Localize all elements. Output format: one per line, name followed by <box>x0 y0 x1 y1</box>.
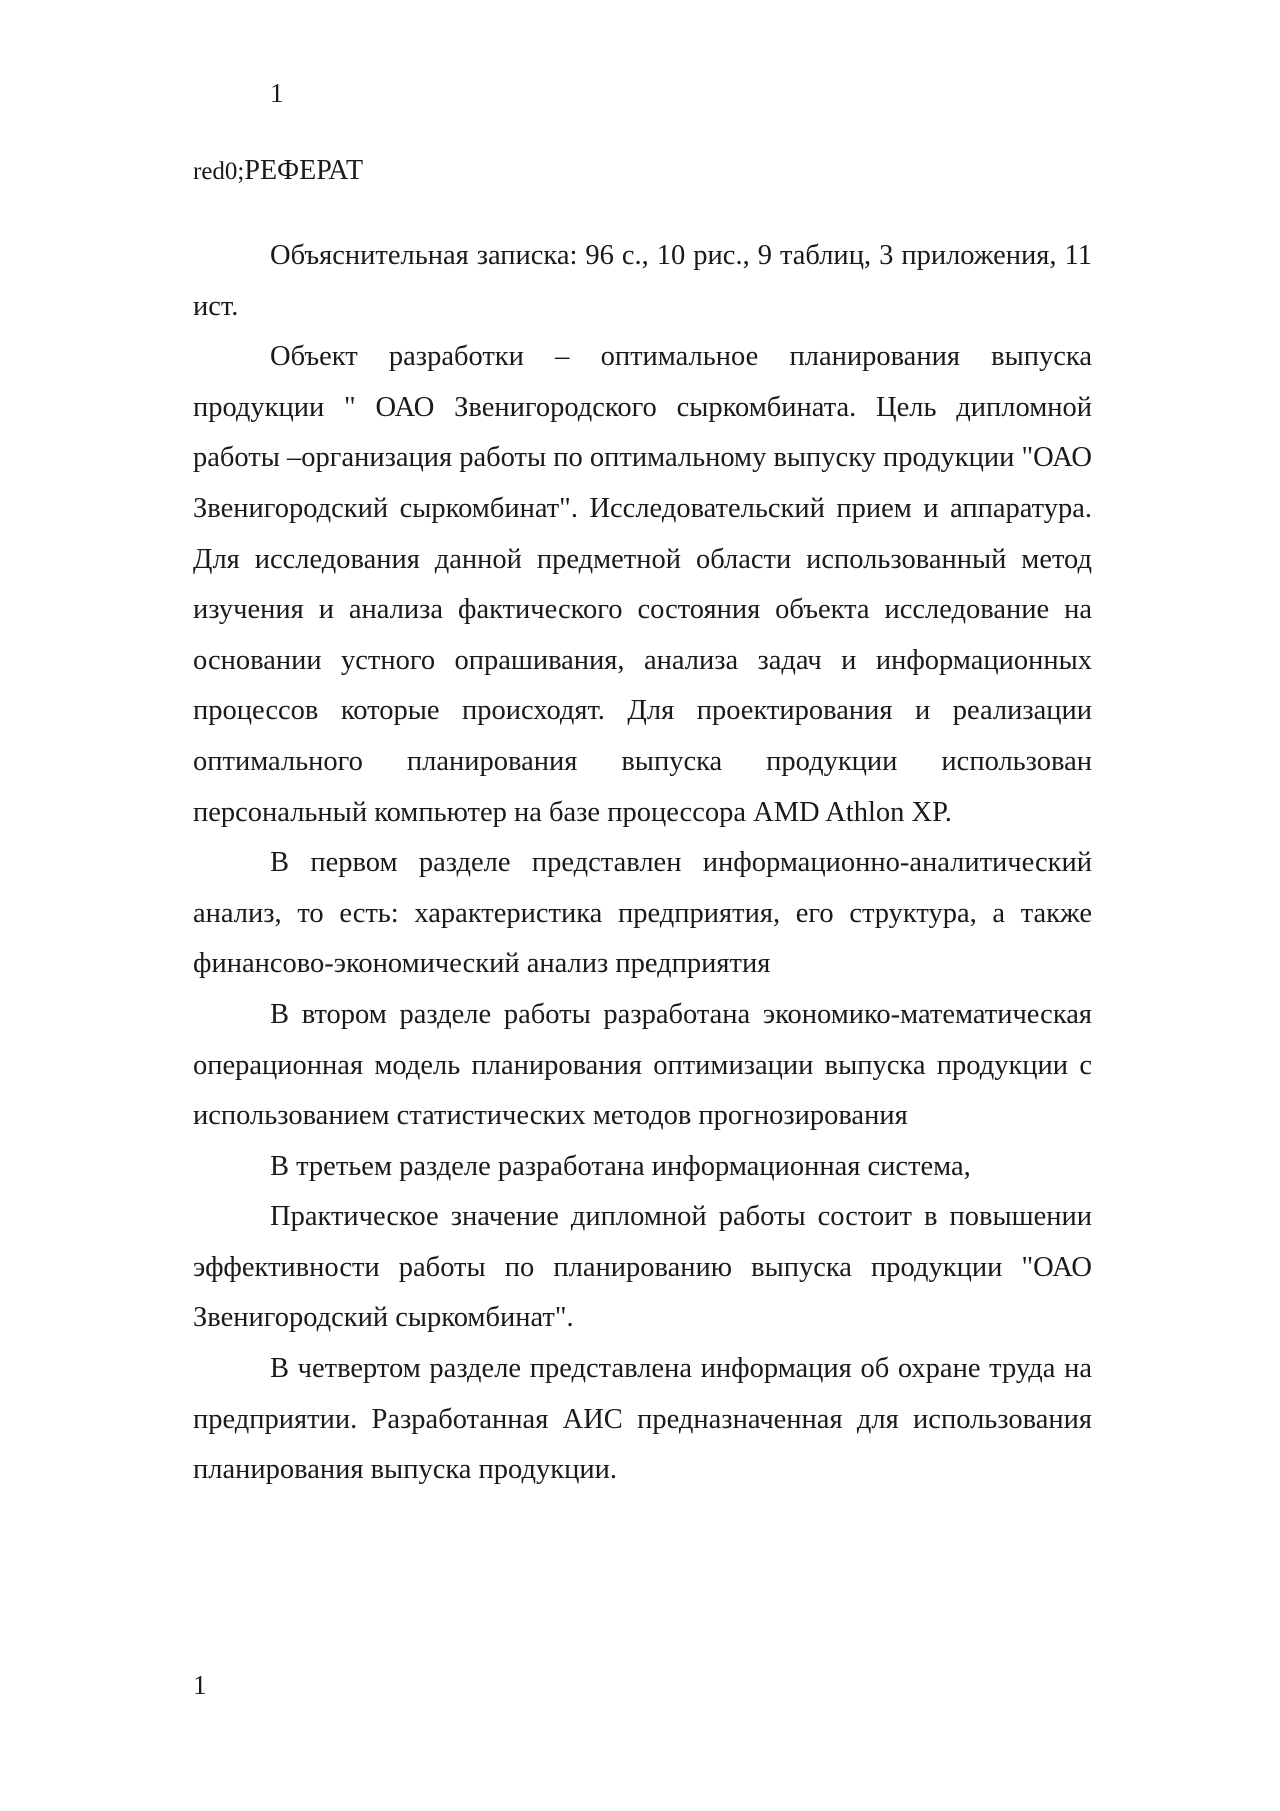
paragraph: Объект разработки – оптимальное планирования выпуска продукции " ОАО Звенигородского сыркомбината. Цель дипломной работы –организация работы по оптимальному выпуску продукции "ОАО Звенигородский сыркомбинат". Исследовательский прием и аппаратура. Для исследования данной предметной области использованный метод изучения и анализа фактического состояния объекта исследование на основании устного опрашивания, анализа задач и информационных процессов которые происходят. Для проектирования и реализации оптимального планирования выпуска продукции использован персональный компьютер на базе процессора AMD Athlon XP. <box>193 341 1092 828</box>
paragraph: Объяснительная записка: 96 с., 10 рис., 9 таблиц, 3 приложения, 11 ист. <box>193 240 1092 322</box>
paragraph: В третьем разделе разработана информационная система, <box>270 1150 971 1182</box>
document-body <box>193 231 1092 1496</box>
document-heading <box>193 152 363 191</box>
paragraph: Практическое значение дипломной работы состоит в повышении эффективности работы по планированию выпуска продукции "ОАО Звенигородский сыркомбинат". <box>193 1201 1092 1334</box>
paragraph: В втором разделе работы разработана экономико-математическая операционная модель планирования оптимизации выпуска продукции с использованием статистических методов прогнозирования <box>193 998 1092 1132</box>
page-number-top: 1 <box>270 78 284 108</box>
paragraph: В четвертом разделе представлена информация об охране труда на предприятии. Разработанная АИС предназначенная для использования планирования выпуска продукции. <box>193 1353 1092 1486</box>
paragraph: В первом разделе представлен информационно-аналитический анализ, то есть: характеристика предприятия, его структура, а также финансово-экономический анализ предприятия <box>193 847 1092 980</box>
heading-title: РЕФЕРАТ <box>244 155 364 186</box>
footnote-number: 1 <box>193 1670 207 1700</box>
heading-prefix: red0; <box>193 158 245 185</box>
